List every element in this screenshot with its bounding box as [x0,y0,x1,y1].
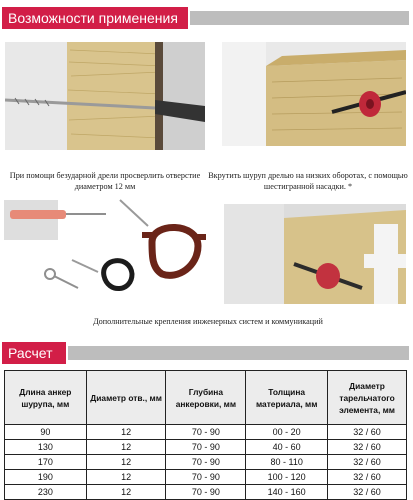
table-cell: 32 / 60 [328,425,407,440]
screw-caption: Вкрутить шуруп дрелью на низких оборотах, с помощью шестигранной насадки. * [208,171,408,191]
extra-caption: Дополнительные крепления инженерных систем и коммуникаций [93,317,323,326]
installed-photo [224,204,406,304]
calc-header-bar [68,346,409,360]
installed-illustration-icon [224,204,406,304]
table-cell: 70 - 90 [166,425,246,440]
table-row [5,485,407,500]
table-cell: 90 [5,425,87,440]
table-cell: 32 / 60 [328,470,407,485]
table-cell: 100 - 120 [246,470,328,485]
drilling-photo [5,42,205,150]
screw-illustration-icon [222,42,406,146]
col-header-length: Длина анкер шурупа, мм [5,371,87,425]
table-cell: 32 / 60 [328,485,407,500]
table-cell: 140 - 160 [246,485,328,500]
drill-caption: При помощи безударной дрели просверлить отверстие диаметром 12 мм [9,171,201,191]
clamps-photo [2,196,210,308]
table-cell: 00 - 20 [246,425,328,440]
table-row [5,470,407,485]
table-cell: 40 - 60 [246,440,328,455]
col-header-depth: Глубина анкеровки, мм [166,371,246,425]
table-row [5,425,407,440]
table-cell: 70 - 90 [166,485,246,500]
table-cell: 12 [86,470,166,485]
table-cell: 32 / 60 [328,440,407,455]
col-header-thickness: Толщина материала, мм [246,371,328,425]
calc-header [2,342,409,364]
col-header-disc: Диаметр тарельчатого элемента, мм [328,371,407,425]
table-cell: 190 [5,470,87,485]
calc-title: Расчет [2,342,66,364]
calc-table [4,370,407,500]
applications-title: Возможности применения [2,7,188,29]
applications-header [2,7,409,29]
table-cell: 12 [86,425,166,440]
table-cell: 70 - 90 [166,470,246,485]
header-bar [190,11,409,25]
table-cell: 12 [86,455,166,470]
table-cell: 230 [5,485,87,500]
table-cell: 70 - 90 [166,440,246,455]
table-row [5,455,407,470]
table-cell: 70 - 90 [166,455,246,470]
table-row [5,440,407,455]
table-cell: 170 [5,455,87,470]
col-header-hole: Диаметр отв., мм [86,371,166,425]
screwing-photo [222,42,406,146]
clamps-illustration-icon [2,196,210,308]
table-cell: 32 / 60 [328,455,407,470]
table-header-row [5,371,407,425]
table-cell: 12 [86,440,166,455]
drill-illustration-icon [5,42,205,150]
table-cell: 80 - 110 [246,455,328,470]
table-cell: 130 [5,440,87,455]
table-cell: 12 [86,485,166,500]
